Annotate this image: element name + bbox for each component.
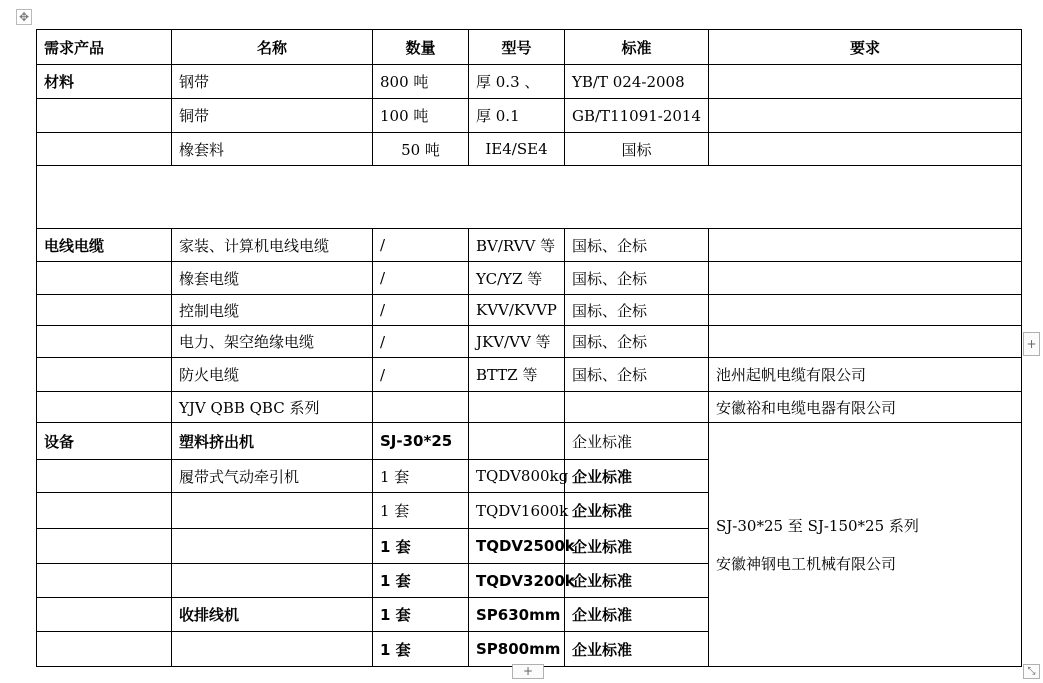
req-cell	[709, 133, 1022, 166]
req-cell	[709, 99, 1022, 133]
category-cell	[37, 598, 172, 632]
qty-cell: /	[373, 358, 469, 392]
standard-cell: 企业标准	[565, 564, 709, 598]
equipment-req-line: 安徽神钢电工机械有限公司	[716, 554, 897, 573]
qty-cell: 100 吨	[373, 99, 469, 133]
name-cell	[172, 564, 373, 598]
qty-cell: SJ-30*25	[373, 423, 469, 460]
model-cell: TQDV2500k	[469, 529, 565, 564]
header-cell: 数量	[373, 30, 469, 65]
spacer-row	[37, 166, 1022, 229]
req-cell	[709, 295, 1022, 326]
qty-cell: 50 吨	[373, 133, 469, 166]
header-cell: 型号	[469, 30, 565, 65]
model-cell: TQDV800kg	[469, 460, 565, 493]
plus-icon: +	[1026, 337, 1037, 351]
req-cell	[709, 326, 1022, 358]
category-cell	[37, 295, 172, 326]
name-cell: 钢带	[172, 65, 373, 99]
standard-cell: 企业标准	[565, 529, 709, 564]
header-cell: 标准	[565, 30, 709, 65]
standard-cell	[565, 392, 709, 423]
add-column-button[interactable]	[1023, 332, 1040, 356]
name-cell: 橡套料	[172, 133, 373, 166]
category-cell	[37, 326, 172, 358]
header-cell: 需求产品	[37, 30, 172, 65]
req-cell	[709, 65, 1022, 99]
qty-cell: /	[373, 326, 469, 358]
standard-cell: 国标、企标	[565, 295, 709, 326]
category-cell	[37, 99, 172, 133]
table-row	[37, 326, 1022, 358]
model-cell: SP630mm	[469, 598, 565, 632]
category-cell	[37, 392, 172, 423]
model-cell: JKV/VV 等	[469, 326, 565, 358]
category-cell	[37, 493, 172, 529]
model-cell: BTTZ 等	[469, 358, 565, 392]
name-cell: 控制电缆	[172, 295, 373, 326]
model-cell: KVV/KVVP	[469, 295, 565, 326]
standard-cell: 企业标准	[565, 493, 709, 529]
model-cell: YC/YZ 等	[469, 262, 565, 295]
standard-cell: 企业标准	[565, 460, 709, 493]
model-cell: 厚 0.3 、	[469, 65, 565, 99]
name-cell: 家装、计算机电线电缆	[172, 229, 373, 262]
standard-cell: 国标、企标	[565, 229, 709, 262]
qty-cell: 1 套	[373, 493, 469, 529]
standard-cell: 企业标准	[565, 632, 709, 667]
name-cell: 塑料挤出机	[172, 423, 373, 460]
standard-cell: 国标	[565, 133, 709, 166]
resize-icon[interactable]: ⤡	[1023, 664, 1040, 679]
table-row	[37, 295, 1022, 326]
name-cell: YJV QBB QBC 系列	[172, 392, 373, 423]
model-cell: TQDV1600k	[469, 493, 565, 529]
category-cell	[37, 133, 172, 166]
name-cell: 电力、架空绝缘电缆	[172, 326, 373, 358]
plus-icon: +	[522, 664, 534, 678]
table-row	[37, 423, 1022, 460]
category-cell	[37, 262, 172, 295]
qty-cell: 1 套	[373, 564, 469, 598]
standard-cell: 企业标准	[565, 423, 709, 460]
qty-cell: 1 套	[373, 460, 469, 493]
qty-cell	[373, 392, 469, 423]
model-cell: 厚 0.1	[469, 99, 565, 133]
name-cell: 履带式气动牵引机	[172, 460, 373, 493]
name-cell: 铜带	[172, 99, 373, 133]
equipment-req-line: SJ-30*25 至 SJ-150*25 系列	[716, 516, 919, 535]
standard-cell: 国标、企标	[565, 326, 709, 358]
table-row	[37, 392, 1022, 423]
standard-cell: GB/T11091-2014	[565, 99, 709, 133]
table-row	[37, 262, 1022, 295]
standard-cell: 国标、企标	[565, 262, 709, 295]
move-icon[interactable]: ✥	[16, 9, 32, 25]
req-cell	[709, 229, 1022, 262]
category-cell: 材料	[37, 65, 172, 99]
category-cell: 电线电缆	[37, 229, 172, 262]
category-cell	[37, 358, 172, 392]
name-cell	[172, 632, 373, 667]
table-row	[37, 99, 1022, 133]
category-cell	[37, 632, 172, 667]
header-cell: 要求	[709, 30, 1022, 65]
model-cell	[469, 423, 565, 460]
qty-cell: /	[373, 262, 469, 295]
add-row-button[interactable]	[512, 664, 544, 679]
category-cell: 设备	[37, 423, 172, 460]
name-cell: 防火电缆	[172, 358, 373, 392]
header-cell: 名称	[172, 30, 373, 65]
req-cell: 安徽裕和电缆电器有限公司	[709, 392, 1022, 423]
category-cell	[37, 564, 172, 598]
table-row	[37, 358, 1022, 392]
model-cell	[469, 392, 565, 423]
qty-cell: /	[373, 295, 469, 326]
model-cell: BV/RVV 等	[469, 229, 565, 262]
qty-cell: 1 套	[373, 529, 469, 564]
qty-cell: 800 吨	[373, 65, 469, 99]
standard-cell: 企业标准	[565, 598, 709, 632]
category-cell	[37, 529, 172, 564]
empty-cell	[37, 166, 1022, 229]
header-row	[37, 30, 1022, 65]
name-cell: 橡套电缆	[172, 262, 373, 295]
qty-cell: 1 套	[373, 598, 469, 632]
standard-cell: YB/T 024-2008	[565, 65, 709, 99]
table-row	[37, 65, 1022, 99]
qty-cell: /	[373, 229, 469, 262]
name-cell: 收排线机	[172, 598, 373, 632]
model-cell: SP800mm	[469, 632, 565, 667]
category-cell	[37, 460, 172, 493]
qty-cell: 1 套	[373, 632, 469, 667]
table-row	[37, 229, 1022, 262]
name-cell	[172, 529, 373, 564]
standard-cell: 国标、企标	[565, 358, 709, 392]
table-row	[37, 133, 1022, 166]
model-cell: IE4/SE4	[469, 133, 565, 166]
model-cell: TQDV3200k	[469, 564, 565, 598]
name-cell	[172, 493, 373, 529]
equipment-req-cell	[709, 423, 1022, 667]
req-cell	[709, 262, 1022, 295]
requirements-table	[36, 29, 1022, 667]
req-cell: 池州起帆电缆有限公司	[709, 358, 1022, 392]
